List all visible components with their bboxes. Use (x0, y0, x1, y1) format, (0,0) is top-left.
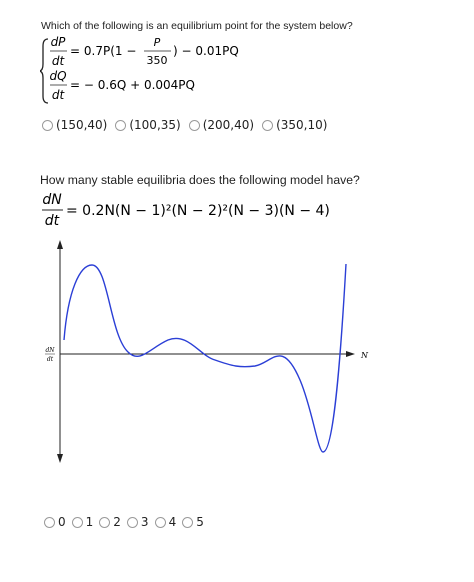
eq1-lhs-num: dP (50, 36, 66, 49)
eq1-rhs-a: = 0.7P(1 − (70, 44, 137, 58)
question1-option-2[interactable]: (100,35) (115, 118, 180, 132)
radio-icon[interactable] (189, 120, 200, 131)
dn-dt-curve (64, 264, 346, 452)
y-axis-label-den: dt (46, 356, 54, 363)
question2-option-0[interactable]: 0 (44, 515, 66, 529)
radio-icon[interactable] (72, 517, 83, 528)
eq1-frac-den: 350 (146, 54, 168, 67)
eq-lhs-num: dN (42, 192, 62, 208)
question2-option-1[interactable]: 1 (72, 515, 94, 529)
radio-icon[interactable] (44, 517, 55, 528)
question2-equation (40, 190, 340, 230)
radio-icon[interactable] (42, 120, 53, 131)
question2-option-4[interactable]: 4 (155, 515, 177, 529)
radio-icon[interactable] (182, 517, 193, 528)
radio-icon[interactable] (127, 517, 138, 528)
y-axis-label-num: dN (45, 347, 55, 354)
question1-option-4[interactable]: (350,10) (262, 118, 327, 132)
eq1-frac-num: P (153, 36, 161, 49)
question2-option-2[interactable]: 2 (99, 515, 121, 529)
eq1-rhs-b: ) − 0.01PQ (173, 44, 239, 58)
x-axis-arrow-icon (346, 351, 355, 357)
dn-dt-graph (0, 230, 474, 480)
radio-icon[interactable] (262, 120, 273, 131)
eq-lhs-den: dt (44, 213, 60, 229)
eq2-rhs: = − 0.6Q + 0.004PQ (70, 78, 195, 92)
eq-rhs: = 0.2N(N − 1)²(N − 2)²(N − 3)(N − 4) (66, 203, 330, 219)
brace-icon (40, 39, 48, 103)
question2-option-3[interactable]: 3 (127, 515, 149, 529)
radio-icon[interactable] (99, 517, 110, 528)
question2-option-5[interactable]: 5 (182, 515, 204, 529)
question2-options (44, 515, 210, 529)
question1-prompt: Which of the following is an equilibrium point for the system below? (41, 20, 353, 32)
question1-options (42, 118, 335, 132)
question1-system-equations (40, 36, 300, 106)
question1-option-1[interactable]: (150,40) (42, 118, 107, 132)
y-axis-arrow-up-icon (57, 240, 63, 249)
y-axis-arrow-down-icon (57, 454, 63, 463)
question2-prompt: How many stable equilibria does the following model have? (40, 173, 360, 187)
x-axis-label: N (361, 351, 368, 360)
eq2-lhs-den: dt (51, 88, 65, 102)
radio-icon[interactable] (155, 517, 166, 528)
eq1-lhs-den: dt (51, 54, 65, 68)
question1-option-3[interactable]: (200,40) (189, 118, 254, 132)
radio-icon[interactable] (115, 120, 126, 131)
eq2-lhs-num: dQ (49, 69, 67, 83)
